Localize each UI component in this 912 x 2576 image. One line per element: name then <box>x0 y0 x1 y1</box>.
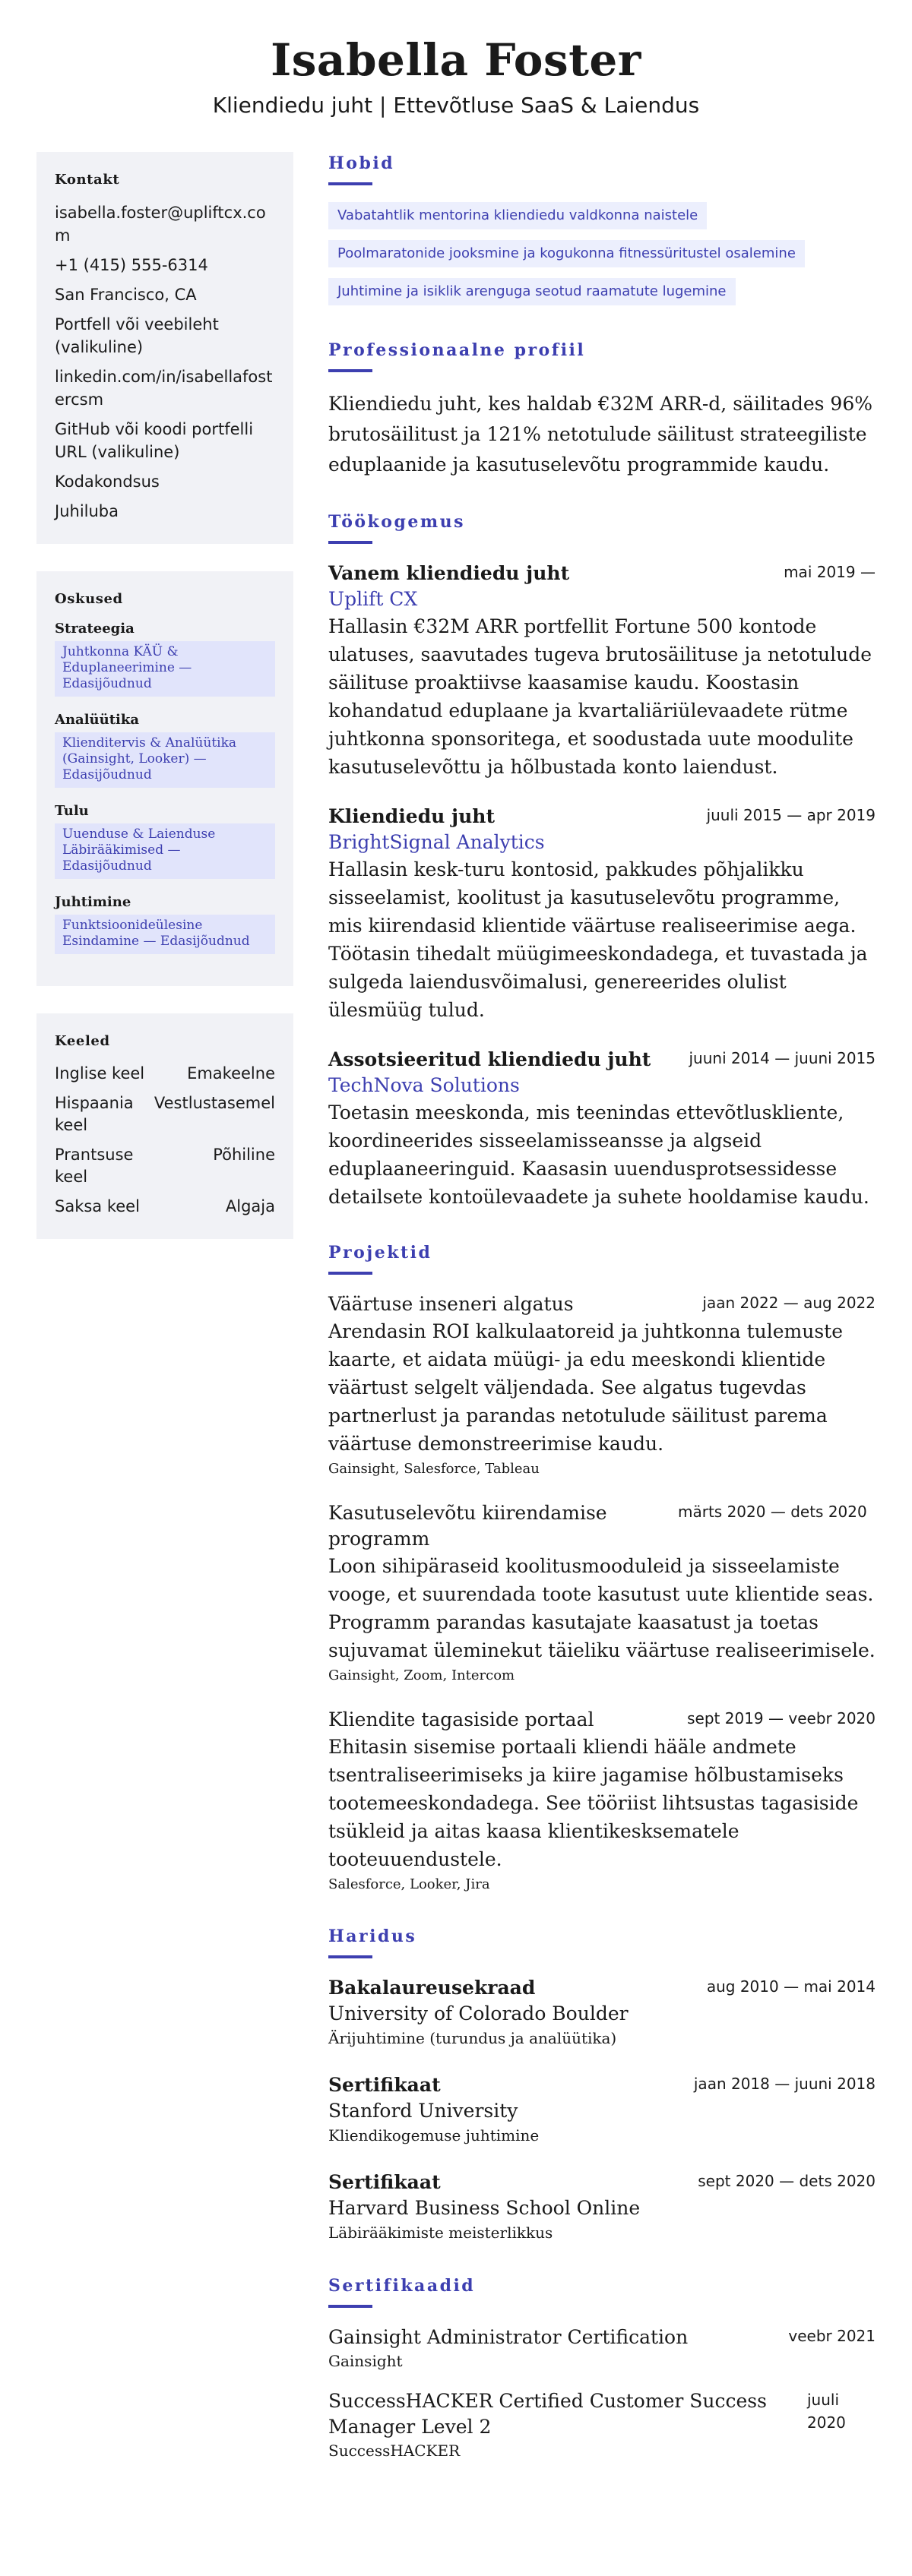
language-row <box>55 1063 275 1085</box>
education-degree: Sertifikaat <box>328 2171 441 2193</box>
language-level: Põhiline <box>213 1146 275 1164</box>
education-school: Harvard Business School Online <box>328 2197 641 2219</box>
profile-section <box>328 339 876 480</box>
skill-tag: Funktsioonideülesine Esindamine — Edasijõudnud <box>55 915 275 954</box>
project-title: Kasutuselevõtu kiirendamise programm <box>328 1502 607 1550</box>
skill-group <box>55 803 275 879</box>
education-entry <box>328 1975 876 2050</box>
job-company: TechNova Solutions <box>328 1074 520 1096</box>
language-level: Vestlustasemel <box>154 1094 275 1112</box>
education-field: Läbirääkimiste meisterlikkus <box>328 2224 553 2242</box>
projects-title: Projektid <box>328 1243 432 1263</box>
project-tools: Gainsight, Zoom, Intercom <box>328 1667 515 1683</box>
certification-issuer: Gainsight <box>328 2352 403 2370</box>
project-description: Arendasin ROI kalkulaatoreid ja juhtkonna tulemuste kaarte, et aidata müügi- ja edu meeskondi klientide väärtust selgelt väljendada. See algatus tugevdas partnerlust ja parandas netotulude säilitust parema väärtuse demonstreerimise kaudu. <box>328 1320 843 1455</box>
section-divider <box>328 1955 372 1958</box>
section-divider <box>328 369 372 372</box>
resume-header <box>0 0 912 120</box>
project-date: jaan 2022 — aug 2022 <box>702 1294 876 1312</box>
hobby-tag: Poolmaratonide jooksmine ja kogukonna fitnessüritustel osalemine <box>328 240 805 267</box>
project-entry <box>328 1291 876 1479</box>
language-row <box>55 1092 275 1136</box>
project-tools: Gainsight, Salesforce, Tableau <box>328 1461 540 1477</box>
education-degree: Bakalaureusekraad <box>328 1977 536 1999</box>
education-date: jaan 2018 — juuni 2018 <box>693 2075 876 2093</box>
certification-name: SuccessHACKER Certified Customer Success Manager Level 2 <box>328 2390 767 2438</box>
skill-tag: Juhtkonna KÄÜ & Eduplaneerimine — Edasijõudnud <box>55 641 275 697</box>
main-column <box>328 152 876 2492</box>
contact-linkedin[interactable]: linkedin.com/in/isabellafostercsm <box>55 368 273 409</box>
certification-date: juuli 2020 <box>807 2391 846 2432</box>
job-date: juuli 2015 — apr 2019 <box>706 806 876 824</box>
education-field: Kliendikogemuse juhtimine <box>328 2126 540 2145</box>
certification-issuer: SuccessHACKER <box>328 2442 461 2460</box>
experience-title: Töökogemus <box>328 512 466 532</box>
project-date: sept 2019 — veebr 2020 <box>687 1709 876 1727</box>
skills-title: Oskused <box>55 591 123 607</box>
profile-summary: Kliendiedu juht, kes haldab €32M ARR-d, säilitades 96% brutosäilitust ja 121% netotulude säilitust strateegiliste eduplaanide ja kasutuselevõtu programmide kaudu. <box>328 393 873 476</box>
language-name: Prantsuse keel <box>55 1146 134 1186</box>
job-company: Uplift CX <box>328 588 418 610</box>
project-description: Loon sihipäraseid koolitusmooduleid ja sisseelamiste vooge, et suurendada toote kasutust uute klientide seas. Programm parandas kasutajate kaasatust ja toetas sujuvamat üleminekut täieliku väärtuse realiseerimisele. <box>328 1555 876 1661</box>
languages-title: Keeled <box>55 1033 110 1049</box>
section-divider <box>328 2305 372 2308</box>
section-divider <box>328 541 372 544</box>
job-entry <box>328 804 876 1024</box>
project-entry <box>328 1707 876 1895</box>
project-title: Väärtuse inseneri algatus <box>328 1293 574 1315</box>
job-entry <box>328 1047 876 1211</box>
profile-title: Professionaalne profiil <box>328 340 586 360</box>
contact-title: Kontakt <box>55 172 120 188</box>
certification-entry <box>328 2388 876 2461</box>
hobbies-title: Hobid <box>328 153 395 173</box>
language-row <box>55 1196 275 1218</box>
skill-group-title: Analüütika <box>55 712 140 728</box>
job-description: Hallasin €32M ARR portfellit Fortune 500 kontode ulatuses, saavutades tugeva brutosäilituse ja netotulude säilituse proaktiivse kaasamise kaudu. Koostasin kohandatud eduplaane ja kvartaliäriülevaadete rütme juhtkonna sponsoritega, et soodustada uute moodulite kasutuselevõttu ja hõlbustada konto laiendust. <box>328 615 872 778</box>
job-title: Vanem kliendiedu juht <box>328 562 570 584</box>
project-description: Ehitasin sisemise portaali kliendi hääle andmete tsentraliseerimiseks ja kiire jagamise hõlbustamiseks tootemeeskondadega. See tööriist lihtsustas tagasiside tsükleid ja aitas kaasa klientikesksematele tooteuuendustele. <box>328 1736 859 1870</box>
job-entry <box>328 561 876 781</box>
education-field: Ärijuhtimine (turundus ja analüütika) <box>328 2029 617 2047</box>
education-section <box>328 1925 876 2244</box>
certifications-section <box>328 2274 876 2461</box>
job-date: juuni 2014 — juuni 2015 <box>689 1049 876 1067</box>
contact-license: Juhiluba <box>55 502 119 520</box>
projects-section <box>328 1241 876 1895</box>
certifications-title: Sertifikaadid <box>328 2276 476 2296</box>
hobby-tag: Juhtimine ja isiklik arenguga seotud raamatute lugemine <box>328 278 736 305</box>
skill-group <box>55 894 275 954</box>
sidebar <box>36 152 293 1266</box>
project-date: märts 2020 — dets 2020 <box>678 1503 867 1521</box>
education-school: University of Colorado Boulder <box>328 2002 629 2024</box>
skill-group <box>55 712 275 788</box>
education-school: Stanford University <box>328 2100 518 2122</box>
language-level: Algaja <box>225 1197 275 1215</box>
candidate-name: Isabella Foster <box>271 34 641 86</box>
job-date: mai 2019 — <box>784 563 876 581</box>
education-degree: Sertifikaat <box>328 2074 441 2096</box>
project-entry <box>328 1500 876 1686</box>
candidate-headline: Kliendiedu juht | Ettevõtluse SaaS & Laiendus <box>212 93 700 118</box>
certification-entry <box>328 2325 876 2372</box>
contact-email[interactable]: isabella.foster@upliftcx.com <box>55 204 266 245</box>
hobbies-section <box>328 152 876 316</box>
project-tools: Salesforce, Looker, Jira <box>328 1876 490 1892</box>
skills-card <box>36 571 293 986</box>
language-name: Hispaania keel <box>55 1094 134 1134</box>
certification-date: veebr 2021 <box>788 2327 876 2345</box>
language-level: Emakeelne <box>187 1064 275 1083</box>
education-entry <box>328 2170 876 2244</box>
contact-github: GitHub või koodi portfelli URL (valikuline) <box>55 420 254 461</box>
job-title: Assotsieeritud kliendiedu juht <box>328 1048 651 1070</box>
certification-name: Gainsight Administrator Certification <box>328 2326 689 2348</box>
contact-citizenship: Kodakondsus <box>55 473 160 491</box>
contact-portfolio: Portfell või veebileht (valikuline) <box>55 315 219 356</box>
skill-group <box>55 621 275 697</box>
hobby-tag: Vabatahtlik mentorina kliendiedu valdkonna naistele <box>328 202 707 229</box>
skill-tag: Klienditervis & Analüütika (Gainsight, Looker) — Edasijõudnud <box>55 732 275 788</box>
education-date: aug 2010 — mai 2014 <box>706 1977 876 1996</box>
language-name: Inglise keel <box>55 1064 145 1083</box>
contact-phone[interactable]: +1 (415) 555-6314 <box>55 256 208 274</box>
skill-group-title: Strateegia <box>55 621 135 637</box>
skill-group-title: Tulu <box>55 803 89 819</box>
contact-card <box>36 152 293 544</box>
job-company: BrightSignal Analytics <box>328 831 545 853</box>
project-title: Kliendite tagasiside portaal <box>328 1708 594 1731</box>
job-description: Toetasin meeskonda, mis teenindas ettevõtluskliente, koordineerides sisseelamisseanssе ja algseid eduplaaneeringuid. Kaasasin uuendusprotsessidesse detailsete kontoülevaadete ja suhete hooldamise kaudu. <box>328 1102 869 1208</box>
skill-tag: Uuenduse & Laienduse Läbirääkimised — Edasijõudnud <box>55 823 275 879</box>
section-divider <box>328 182 372 185</box>
education-date: sept 2020 — dets 2020 <box>698 2172 876 2190</box>
skill-group-title: Juhtimine <box>55 894 131 910</box>
job-description: Hallasin kesk-turu kontosid, pakkudes põhjalikku sisseelamist, koolitust ja kasutuselevõtu programme, mis kiirendasid klientide väärtuse realiseerimise aega. Töötasin tihedalt müügimeeskondadega, et tuvastada ja sulgeda laiendusvõimalusi, genereerides olulist ülesmüüg tulud. <box>328 858 868 1021</box>
education-title: Haridus <box>328 1926 417 1946</box>
contact-location: San Francisco, CA <box>55 286 197 304</box>
job-title: Kliendiedu juht <box>328 805 495 827</box>
language-name: Saksa keel <box>55 1197 140 1215</box>
section-divider <box>328 1272 372 1275</box>
languages-card <box>36 1013 293 1239</box>
education-entry <box>328 2072 876 2147</box>
experience-section <box>328 510 876 1211</box>
language-row <box>55 1144 275 1188</box>
